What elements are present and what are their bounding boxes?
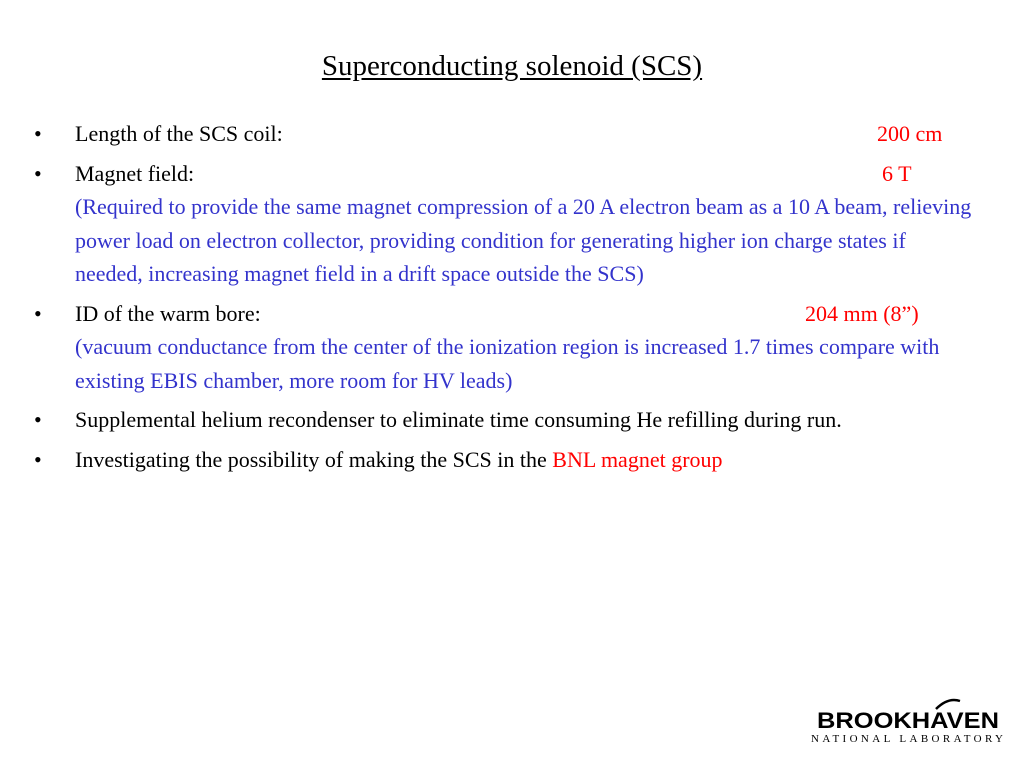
warm-bore-value: 204 mm (8”) [805, 300, 919, 326]
bullet-magnet-group [0, 443, 975, 477]
bullet-magnet-field [0, 157, 975, 291]
bnl-magnet-group-highlight: BNL magnet group [552, 446, 723, 472]
bullet-marker: • [34, 121, 42, 146]
bullet-text: Length of the SCS coil: [75, 121, 283, 146]
bullet-coil-length [0, 117, 975, 151]
logo-name-line2: NATIONAL LABORATORY [811, 733, 1005, 745]
bullet-text: Investigating the possibility of making the SCS in the [75, 446, 553, 472]
brookhaven-logo [808, 695, 1008, 747]
slide-title: Superconducting solenoid (SCS) [321, 50, 703, 82]
bullet-text: Supplemental helium recondenser to eliminate time consuming He refilling during run. [75, 407, 842, 432]
magnet-field-note: (Required to provide the same magnet compression of a 20 A electron beam as a 10 A beam, relieving power load on electron collector, providing condition for generating higher ion charge states if needed, increasing magnet field in a drift space outside the SCS) [75, 194, 972, 286]
logo-name-line1: BROOKHAVEN [817, 708, 999, 733]
bullet-text: ID of the warm bore: [75, 300, 261, 326]
bullet-helium-recondenser [0, 403, 975, 437]
bullet-marker: • [34, 407, 42, 432]
bullet-warm-bore [0, 297, 975, 398]
bullet-marker: • [34, 160, 42, 186]
brookhaven-logo-graphic [808, 695, 1008, 747]
bullet-marker: • [34, 300, 42, 326]
bullet-list [0, 117, 1024, 482]
warm-bore-note: (vacuum conductance from the center of the ionization region is increased 1.7 times compare with existing EBIS chamber, more room for HV leads) [75, 334, 940, 393]
coil-length-value: 200 cm [877, 121, 943, 146]
bullet-text: Magnet field: [75, 160, 195, 186]
bullet-marker: • [34, 446, 42, 472]
magnet-field-value: 6 T [882, 160, 912, 186]
